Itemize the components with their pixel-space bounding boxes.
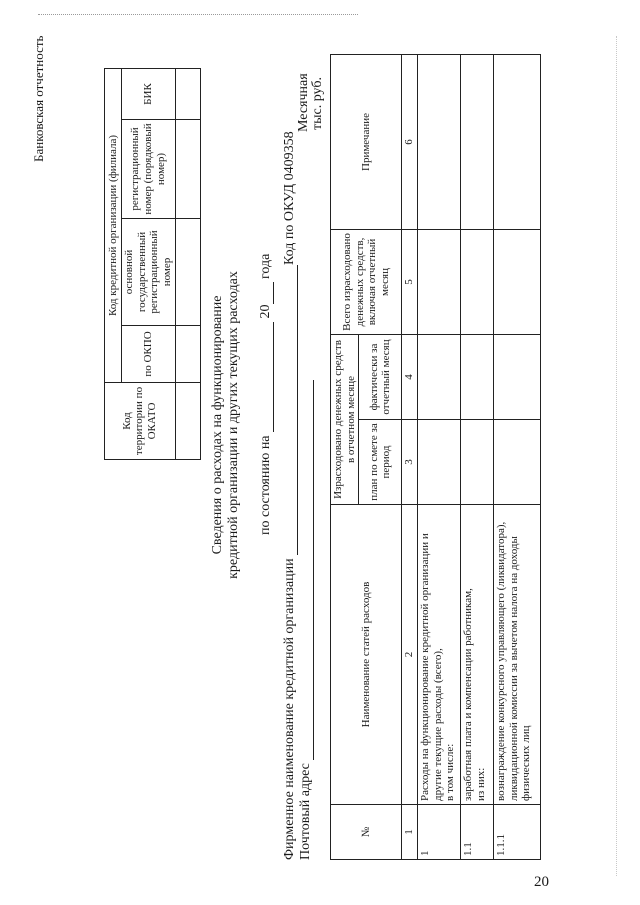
row-total-value (493, 229, 540, 334)
row-name (417, 505, 460, 805)
th-plan: план по смете за период (359, 420, 402, 505)
bik-cell: БИК (122, 69, 176, 120)
year-blank (273, 282, 274, 304)
col-number: 3 (402, 420, 418, 505)
scan-artifact (38, 14, 358, 15)
col-number: 5 (402, 229, 418, 334)
row-note-value (493, 54, 540, 229)
scan-edge (616, 36, 617, 876)
col-number: 2 (402, 505, 418, 805)
row-plan-value (417, 420, 460, 505)
row-plan-value (460, 420, 493, 505)
title-line-2: кредитной организации и других текущих расходах (226, 271, 241, 579)
date-prefix: по состоянию на (258, 435, 273, 535)
okpo-value (175, 326, 200, 383)
report-date (258, 254, 274, 535)
date-year: 20 (258, 304, 273, 319)
row-note-value (460, 54, 493, 229)
org-name-label: Фирменное наименование кредитной организации (282, 558, 297, 860)
col-number: 6 (402, 54, 418, 229)
row-num: 1.1 (460, 805, 493, 860)
row-plan-value (493, 420, 540, 505)
code-territory-value (175, 383, 200, 460)
row-num: 1.1.1 (493, 805, 540, 860)
row-name (460, 505, 493, 805)
table-row (460, 54, 493, 859)
th-total: Всего израсходовано денежных средств, включая отчетный месяц (331, 229, 402, 334)
reg-num-cell: регистрационный номер (порядковый номер) (122, 120, 176, 219)
table-row (417, 54, 460, 859)
code-territory-cell: Код территории по ОКАТО (105, 383, 176, 460)
address-row (298, 380, 314, 860)
title-line-1: Сведения о расходах на функционирование (210, 295, 225, 555)
col-number: 1 (402, 805, 418, 860)
code-credit-org-cell: Код кредитной организации (филиала) (105, 69, 122, 383)
bik-value (175, 69, 200, 120)
date-suffix: года (258, 253, 273, 279)
units: тыс. руб. (310, 77, 325, 130)
row-name-text: заработная плата и компенсации работникам, (461, 588, 474, 801)
rotated-form-page (30, 30, 610, 890)
row-fact-value (493, 334, 540, 419)
table-row (493, 54, 540, 859)
row-name-sub: в том числе: (444, 743, 457, 801)
periodicity: Месячная (296, 73, 311, 132)
th-spent: Израсходовано денежных средств в отчетном месяце (331, 334, 359, 504)
row-name-text: Расходы на функционирование кредитной организации и другие текущие расходы (всего), (418, 533, 444, 801)
date-blank (273, 322, 274, 432)
expenses-table (330, 54, 541, 860)
row-name: вознаграждение конкурсного управляющего (ликвидатора), ликвидационной комиссии за вычетом налога на доходы физических лиц (493, 505, 540, 805)
reg-num-value (175, 120, 200, 219)
row-name-sub: из них: (474, 767, 487, 801)
address-blank (313, 380, 314, 760)
ogrn-cell: основной государственный регистрационный номер (122, 219, 176, 326)
th-name: Наименование статей расходов (331, 505, 402, 805)
page-number: 20 (534, 874, 549, 890)
okpo-cell: по ОКПО (122, 326, 176, 383)
row-num: 1 (417, 805, 460, 860)
report-title (210, 205, 242, 645)
ogrn-value (175, 219, 200, 326)
org-name-row (282, 265, 298, 860)
codes-table (104, 68, 201, 460)
address-label: Почтовый адрес (298, 763, 313, 860)
row-fact-value (417, 334, 460, 419)
col-number: 4 (402, 334, 418, 419)
th-note: Примечание (331, 54, 402, 229)
column-number-row (402, 54, 418, 859)
th-num: № (331, 805, 402, 860)
row-note-value (417, 54, 460, 229)
row-total-value (417, 229, 460, 334)
th-fact: фактически за отчетный месяц (359, 334, 402, 419)
report-category: Банковская отчетность (31, 35, 46, 162)
okud-code: Код по ОКУД 0409358 (282, 131, 297, 265)
row-fact-value (460, 334, 493, 419)
row-total-value (460, 229, 493, 334)
